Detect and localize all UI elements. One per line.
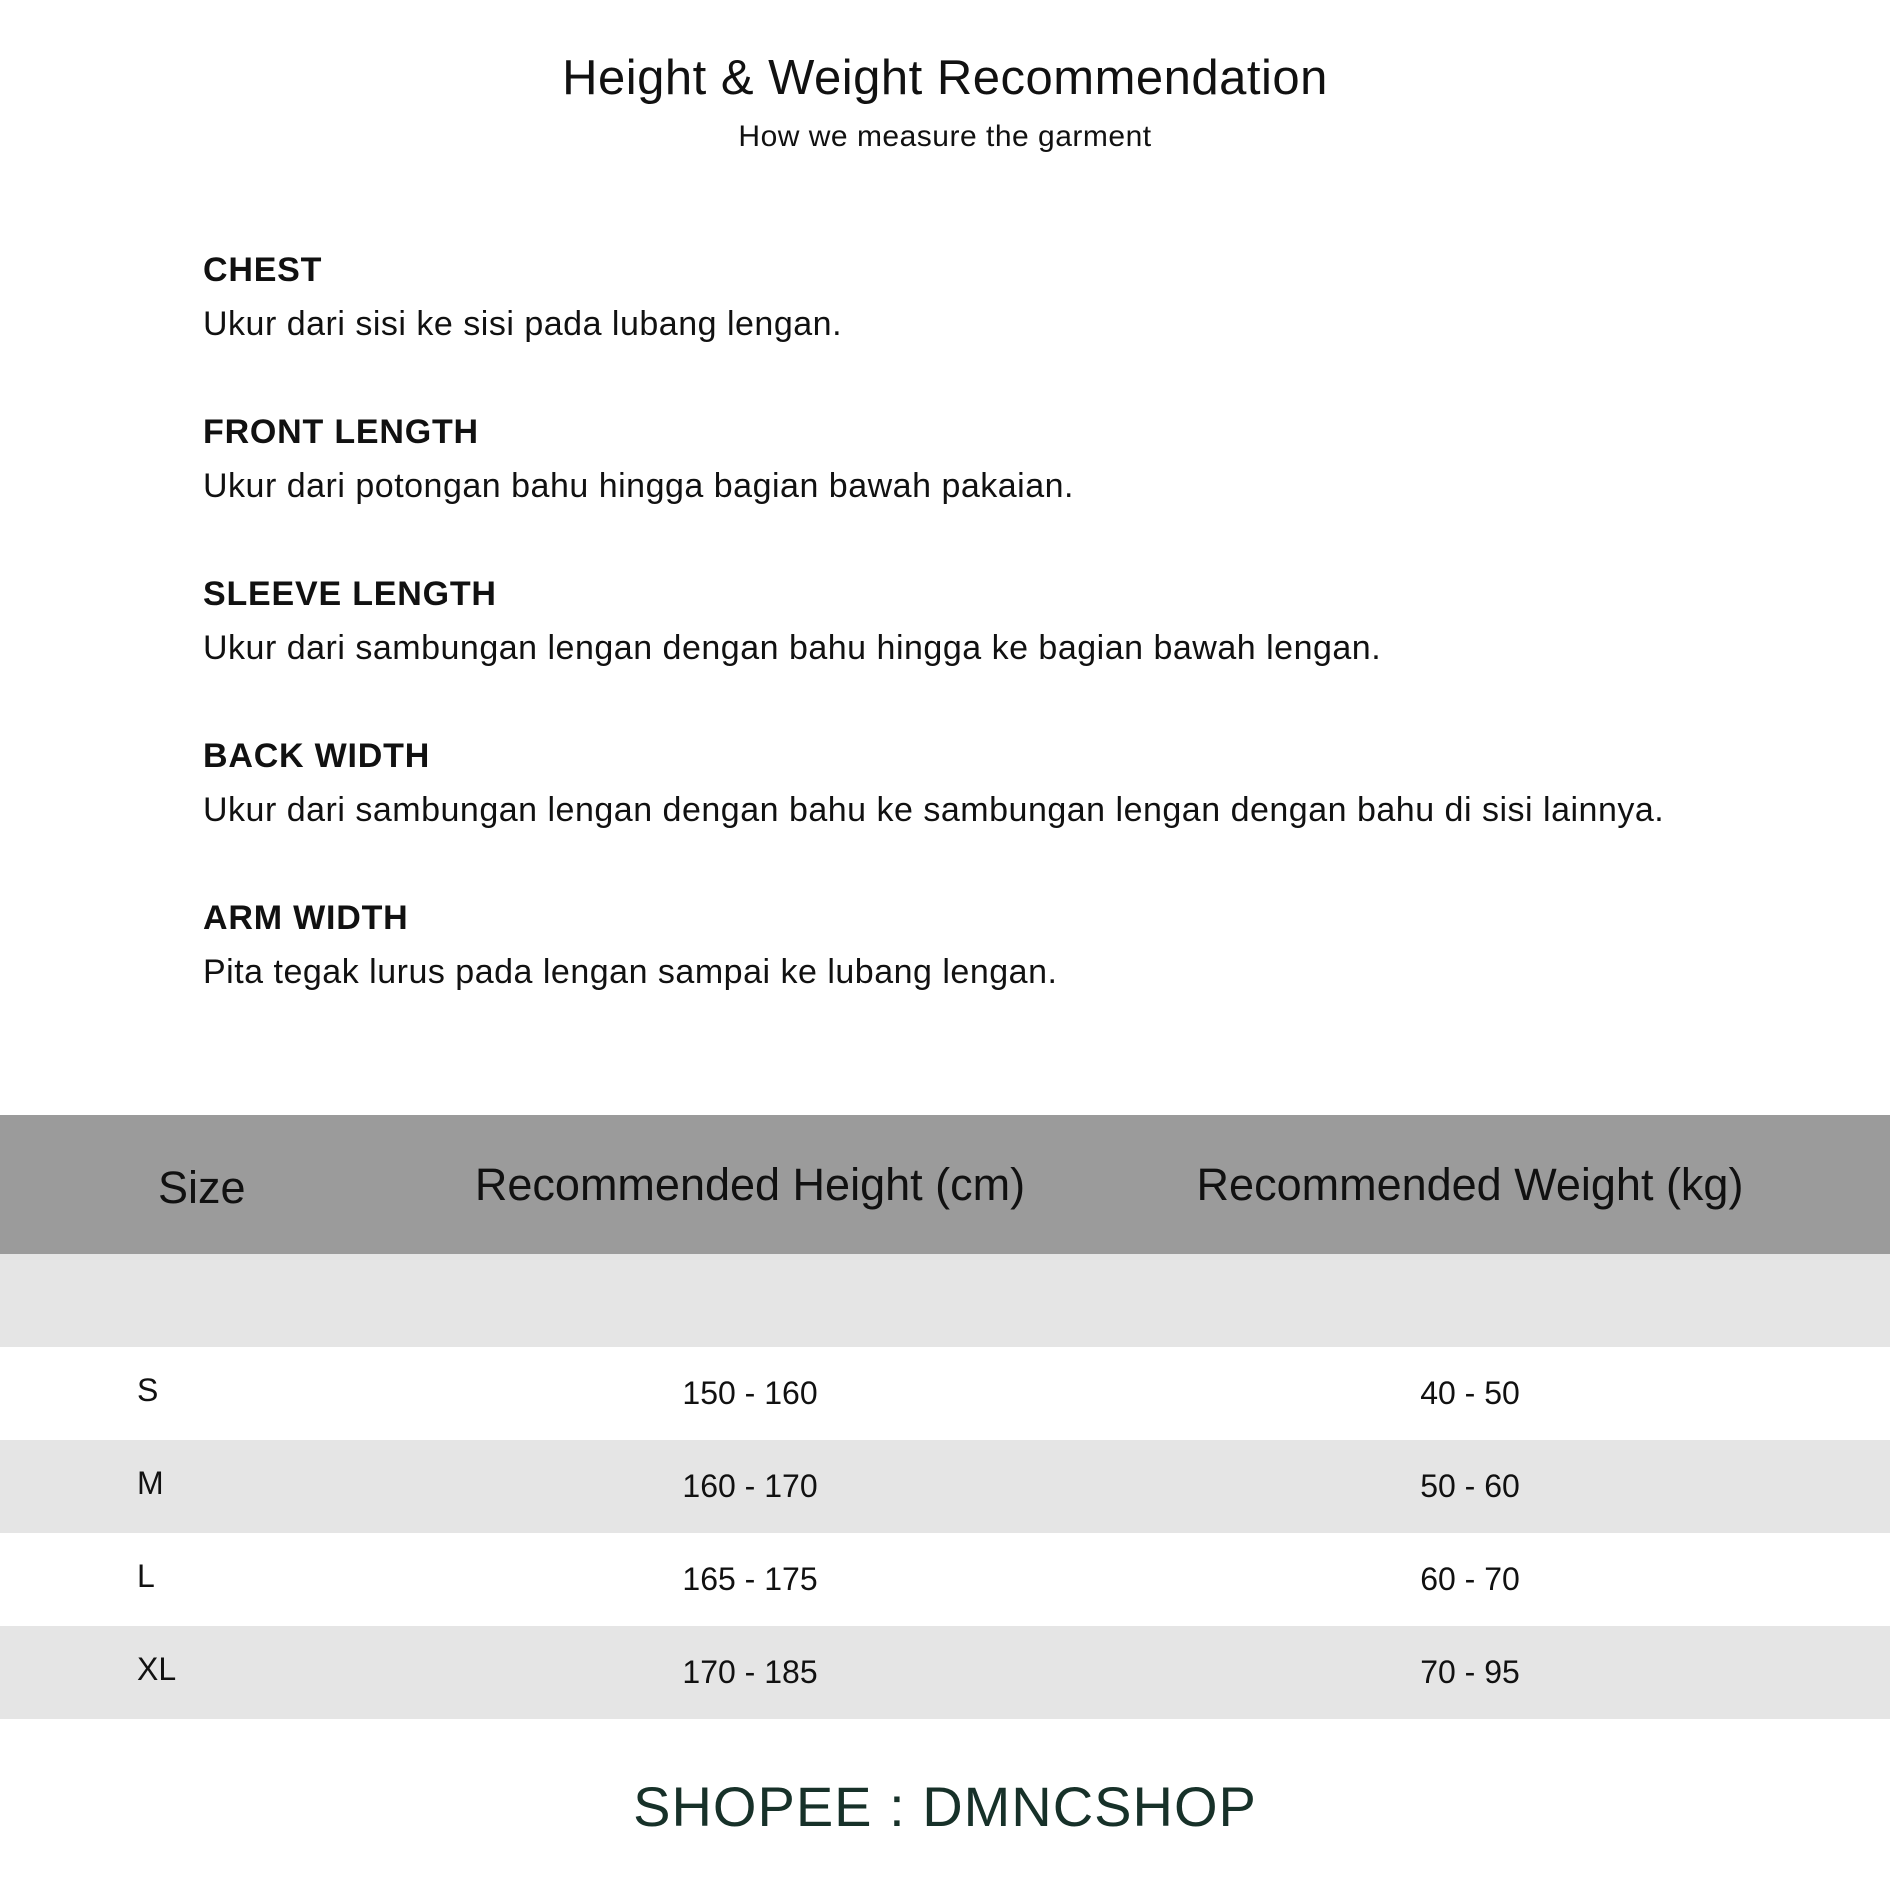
- size-cell: S: [137, 1372, 159, 1408]
- measure-heading: SLEEVE LENGTH: [203, 575, 497, 613]
- measure-heading: FRONT LENGTH: [203, 413, 479, 451]
- shop-footer: SHOPEE : DMNCSHOP: [633, 1775, 1257, 1838]
- measure-description: Ukur dari sisi ke sisi pada lubang lengan.: [203, 305, 843, 343]
- measure-item-front-length: [203, 412, 1803, 574]
- measure-item-chest: [203, 250, 1803, 412]
- height-cell: 165 - 175: [682, 1561, 818, 1597]
- size-cell: L: [137, 1558, 155, 1594]
- table-spacer-row: [0, 1254, 1890, 1347]
- measure-item-sleeve-length: [203, 574, 1803, 736]
- weight-cell: 50 - 60: [1420, 1468, 1520, 1504]
- weight-cell: 40 - 50: [1420, 1375, 1520, 1411]
- weight-cell: 70 - 95: [1420, 1654, 1520, 1690]
- measure-description: Ukur dari sambungan lengan dengan bahu hingga ke bagian bawah lengan.: [203, 629, 1382, 667]
- measure-item-back-width: [203, 736, 1803, 898]
- measurement-guide: [203, 250, 1803, 1060]
- column-header-weight: Recommended Weight (kg): [1196, 1159, 1744, 1210]
- height-cell: 170 - 185: [682, 1654, 818, 1690]
- page-subtitle: How we measure the garment: [738, 120, 1152, 153]
- measure-heading: BACK WIDTH: [203, 737, 431, 775]
- column-header-height: Recommended Height (cm): [474, 1159, 1026, 1210]
- size-table: [0, 1115, 1890, 1719]
- column-header-size: Size: [158, 1162, 246, 1213]
- measure-item-arm-width: [203, 898, 1803, 1060]
- measure-description: Ukur dari sambungan lengan dengan bahu ke sambungan lengan dengan bahu di sisi lainnya.: [203, 791, 1665, 829]
- table-row: [0, 1533, 1890, 1626]
- measure-heading: ARM WIDTH: [203, 899, 409, 937]
- table-row: [0, 1440, 1890, 1533]
- page-title: Height & Weight Recommendation: [562, 51, 1328, 105]
- size-cell: M: [137, 1465, 164, 1501]
- measure-heading: CHEST: [203, 251, 323, 289]
- size-cell: XL: [137, 1651, 177, 1687]
- page-header: [0, 50, 1890, 154]
- weight-cell: 60 - 70: [1420, 1561, 1520, 1597]
- table-header-row: [0, 1115, 1890, 1254]
- height-cell: 150 - 160: [682, 1375, 818, 1411]
- measure-description: Pita tegak lurus pada lengan sampai ke lubang lengan.: [203, 953, 1058, 991]
- table-row: [0, 1626, 1890, 1719]
- measure-description: Ukur dari potongan bahu hingga bagian bawah pakaian.: [203, 467, 1074, 505]
- height-cell: 160 - 170: [682, 1468, 818, 1504]
- table-row: [0, 1347, 1890, 1440]
